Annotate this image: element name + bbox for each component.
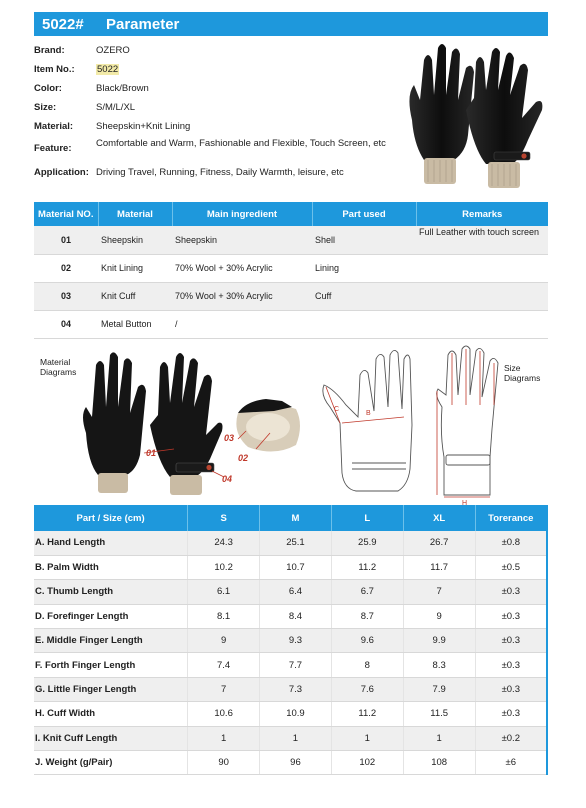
size-value-cell: 10.9 [260, 702, 332, 726]
part-name-cell: E. Middle Finger Length [34, 629, 188, 653]
param-value: Comfortable and Warm, Fashionable and Flexible, Touch Screen, etc [96, 138, 386, 149]
part-name-cell: I. Knit Cuff Length [34, 726, 188, 750]
dim-b-label: B [366, 410, 371, 417]
size-value-cell: 24.3 [188, 531, 260, 555]
size-value-cell: 11.7 [403, 555, 475, 579]
size-value-cell: ±0.3 [475, 629, 547, 653]
size-value-cell: 6.7 [331, 580, 403, 604]
cell: 02 [34, 254, 98, 282]
material-table [34, 202, 548, 339]
col-header: Part used [312, 202, 416, 226]
table-row [34, 726, 547, 750]
size-value-cell: ±0.3 [475, 604, 547, 628]
dim-c-label: C [334, 406, 340, 413]
size-value-cell: 108 [403, 751, 475, 775]
size-value-cell: 9 [403, 604, 475, 628]
part-name-cell: H. Cuff Width [34, 702, 188, 726]
material-diagram-label [40, 357, 76, 377]
cell: Knit Lining [98, 254, 172, 282]
model-number: 5022# [42, 15, 84, 33]
table-row [34, 677, 547, 701]
size-value-cell: 1 [331, 726, 403, 750]
col-header: S [188, 505, 260, 531]
part-name-cell: J. Weight (g/Pair) [34, 751, 188, 775]
param-feature [34, 138, 404, 154]
param-value: S/M/L/XL [96, 102, 136, 113]
param-label: Brand: [34, 45, 65, 56]
cell: 01 [34, 226, 98, 254]
size-value-cell: ±6 [475, 751, 547, 775]
size-value-cell: 10.2 [188, 555, 260, 579]
cell: Full Leather with touch screen [416, 226, 548, 254]
cell: Knit Cuff [98, 282, 172, 310]
callout-04: 04 [222, 474, 233, 484]
param-label: Size: [34, 102, 57, 113]
param-value: OZERO [96, 45, 130, 56]
table-row [34, 653, 547, 677]
part-name-cell: G. Little Finger Length [34, 677, 188, 701]
size-value-cell: 8.1 [188, 604, 260, 628]
size-value-cell: ±0.3 [475, 702, 547, 726]
cell: 04 [34, 310, 98, 338]
size-value-cell: ±0.2 [475, 726, 547, 750]
size-value-cell: 11.2 [331, 555, 403, 579]
param-item-no [34, 64, 404, 75]
size-value-cell: 7 [403, 580, 475, 604]
size-value-cell: 8 [331, 653, 403, 677]
size-value-cell: 6.1 [188, 580, 260, 604]
param-value: 5022 [97, 64, 119, 75]
param-size [34, 102, 404, 113]
size-value-cell: 1 [188, 726, 260, 750]
size-value-cell: 8.7 [331, 604, 403, 628]
table-row [34, 226, 548, 254]
table-row [34, 751, 547, 775]
size-value-cell: 11.2 [331, 702, 403, 726]
cell: Sheepskin [172, 226, 312, 254]
size-value-cell: ±0.3 [475, 580, 547, 604]
material-diagram-label-line2: Diagrams [40, 367, 77, 377]
cell: Shell [312, 226, 416, 254]
part-name-cell: A. Hand Length [34, 531, 188, 555]
cell [416, 254, 548, 282]
dim-b-line [342, 417, 404, 423]
cell: Sheepskin [98, 226, 172, 254]
param-value-wrap [96, 64, 404, 75]
size-value-cell: ±0.5 [475, 555, 547, 579]
size-value-cell: 90 [188, 751, 260, 775]
size-value-cell: 10.6 [188, 702, 260, 726]
size-value-cell: 7 [188, 677, 260, 701]
callout-03: 03 [224, 433, 235, 443]
callout-02: 02 [238, 453, 249, 463]
param-label: Application: [34, 167, 89, 178]
size-value-cell: 102 [331, 751, 403, 775]
size-value-cell: 9.6 [331, 629, 403, 653]
header-bar [34, 12, 548, 36]
cell: Metal Button [98, 310, 172, 338]
col-header: Remarks [416, 202, 548, 226]
size-value-cell: 11.5 [403, 702, 475, 726]
size-value-cell: 1 [260, 726, 332, 750]
page-title: Parameter [106, 15, 180, 33]
left-glove [409, 44, 474, 184]
param-label: Material: [34, 121, 74, 132]
param-label: Color: [34, 83, 62, 94]
material-table-header [34, 202, 548, 226]
size-diagram-front [437, 346, 498, 495]
param-color [34, 83, 404, 94]
cell: Cuff [312, 282, 416, 310]
size-value-cell: 7.6 [331, 677, 403, 701]
material-glove-right [150, 353, 223, 495]
glove-pair-photo [402, 40, 552, 192]
glove-diagrams [34, 345, 548, 505]
table-row [34, 282, 548, 310]
material-glove-left [83, 352, 146, 493]
size-value-cell: 25.9 [331, 531, 403, 555]
size-diagram-label-line1: Size [504, 363, 521, 373]
param-value: Sheepskin+Knit Lining [96, 121, 191, 132]
size-value-cell: 9 [188, 629, 260, 653]
size-value-cell: 96 [260, 751, 332, 775]
col-header: L [331, 505, 403, 531]
table-row [34, 310, 548, 338]
size-diagram-label-line2: Diagrams [504, 373, 541, 383]
size-value-cell: 9.3 [260, 629, 332, 653]
size-value-cell: 9.9 [403, 629, 475, 653]
cell: / [172, 310, 312, 338]
size-value-cell: 7.3 [260, 677, 332, 701]
size-table-body [34, 531, 547, 775]
size-table [34, 505, 548, 775]
material-diagram-label-line1: Material [40, 357, 71, 367]
size-value-cell: 25.1 [260, 531, 332, 555]
part-name-cell: D. Forefinger Length [34, 604, 188, 628]
size-value-cell: ±0.3 [475, 677, 547, 701]
table-row [34, 254, 548, 282]
param-value: Black/Brown [96, 83, 149, 94]
size-value-cell: 26.7 [403, 531, 475, 555]
size-diagram-label [504, 363, 540, 383]
param-material [34, 121, 404, 132]
col-header: Torerance [475, 505, 547, 531]
cell: Lining [312, 254, 416, 282]
cell: 03 [34, 282, 98, 310]
size-value-cell: ±0.3 [475, 653, 547, 677]
table-row [34, 604, 547, 628]
col-header: Material NO. [34, 202, 98, 226]
col-header: Main ingredient [172, 202, 312, 226]
cell [416, 282, 548, 310]
table-row [34, 629, 547, 653]
size-value-cell: 7.4 [188, 653, 260, 677]
param-application [34, 167, 404, 178]
dim-h-label: H [462, 500, 468, 505]
cell: 70% Wool + 30% Acrylic [172, 254, 312, 282]
param-label: Item No.: [34, 64, 75, 75]
table-row [34, 555, 547, 579]
size-value-cell: 1 [403, 726, 475, 750]
param-brand [34, 45, 404, 56]
col-header: XL [403, 505, 475, 531]
size-value-cell: 8.3 [403, 653, 475, 677]
size-value-cell: 10.7 [260, 555, 332, 579]
table-row [34, 531, 547, 555]
cell [416, 310, 548, 338]
size-value-cell: 6.4 [260, 580, 332, 604]
part-name-cell: B. Palm Width [34, 555, 188, 579]
table-row [34, 580, 547, 604]
col-header: M [260, 505, 332, 531]
cuff-cutaway [236, 399, 300, 452]
callout-01: 01 [146, 448, 157, 458]
part-name-cell: F. Forth Finger Length [34, 653, 188, 677]
cell: 70% Wool + 30% Acrylic [172, 282, 312, 310]
col-header: Part / Size (cm) [34, 505, 188, 531]
size-measure-lines [437, 349, 494, 497]
cell [312, 310, 416, 338]
size-value-cell: 7.9 [403, 677, 475, 701]
col-header: Material [98, 202, 172, 226]
param-value: Driving Travel, Running, Fitness, Daily Warmth, leisure, etc [96, 167, 344, 178]
table-row [34, 702, 547, 726]
size-value-cell: 8.4 [260, 604, 332, 628]
size-table-header [34, 505, 547, 531]
part-name-cell: C. Thumb Length [34, 580, 188, 604]
right-glove [466, 48, 542, 188]
size-value-cell: ±0.8 [475, 531, 547, 555]
size-value-cell: 7.7 [260, 653, 332, 677]
param-label: Feature: [34, 143, 72, 154]
